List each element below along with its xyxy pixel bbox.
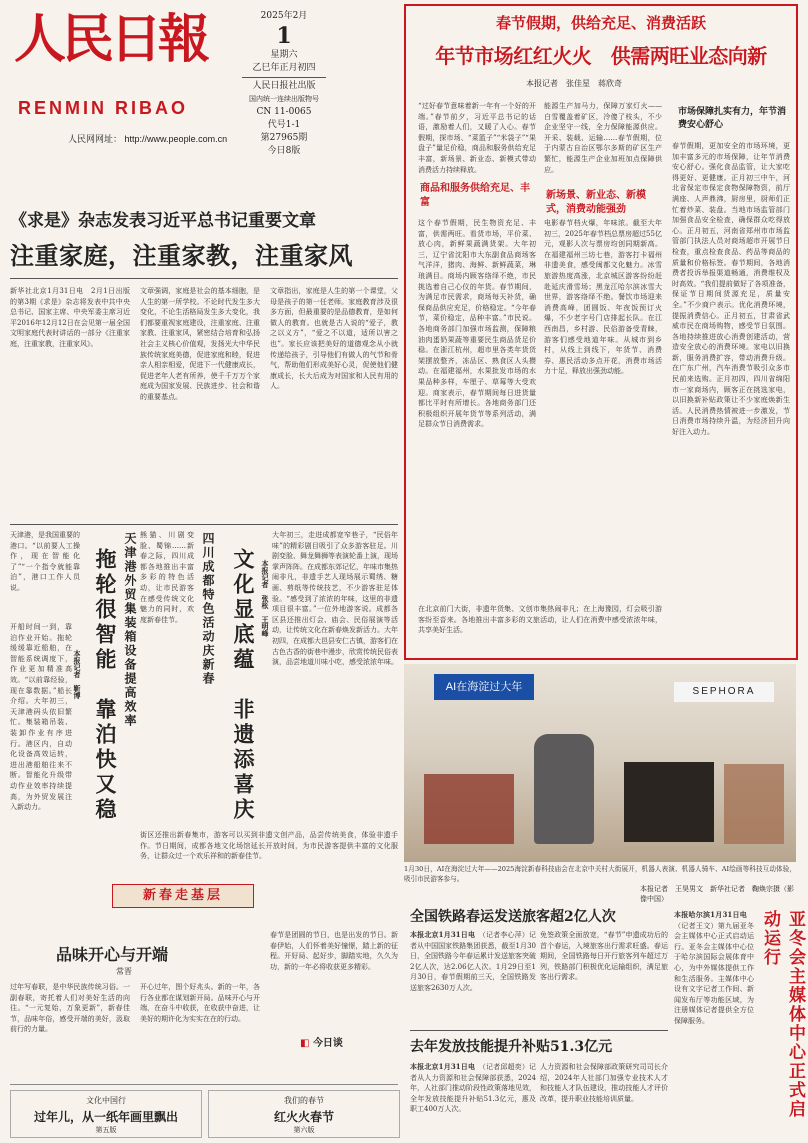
sichuan-tail: 街区还推出新春集市，游客可以买到非遗文创产品，品尝传统美食，体验非遗手作。节日期间，成都各地文化场馆延长开放时间，为市民游客提供丰富的文化服务，让群众过一个欢乐祥和的新春佳节。 xyxy=(140,831,398,861)
sichuan-byline: 本报记者 张枨 王明峰 xyxy=(261,560,270,637)
tianjin-intro: 天津港，是我国重要的港口。“以前要人工操作，现在智能化了”“一个指令就能靠泊”，港口工作人员说。 xyxy=(10,531,80,592)
qiushi-kicker: 《求是》杂志发表习近平总书记重要文章 xyxy=(10,211,316,231)
sichuan-intro: 熊猫、川剧变脸、蜀锦……新春之际，四川成都各地推出丰富多彩的特色活动，让市民游客在感受传统文化魅力的同时，欢度新春佳节。 xyxy=(140,531,194,624)
tianjin-byline: 本报记者 靳博 xyxy=(73,650,82,699)
issue-day: 1 xyxy=(276,23,292,49)
qiushi-col-3: 文章指出，家庭是人生的第一个课堂，父母是孩子的第一任老师。家庭教育涉及很多方面，但最重要的是品德教育，是如何做人的教育。也就是古人说的“爱子，教之以义方”，“爱之不以道，适所以害之也”。家长应该把美好的道德观念从小就传递给孩子，引导他们有做人的气节和骨气，帮助他们形成美好心灵，促使他们健康成长，长大后成为对国家和人民有用的人。 xyxy=(270,287,398,391)
skills-col-1: 本报北京1月31日电 （记者邱超奕）记者从人力资源和社会保障部获悉，2024年，人社部门推动阶段性政策落地见效，全年发放技能提升补贴51.3亿元，惠及职工400万人次。 xyxy=(410,1062,536,1114)
weekday: 星期六 xyxy=(270,50,298,60)
lead-para-6: 在北京前门大街，非遗年货集、文创市集热闹非凡；在上海豫园，灯会吸引游客纷至沓来。各地推出丰富多彩的文旅活动，让人们在消费中感受浓浓年味，共享美好生活。 xyxy=(418,605,662,635)
rail-col-2: 免签政策全面放宽，“春节”申遗成功后的首个春运，入境旅客出行需求旺盛。春运期间，全国铁路每日开行旅客列车超过万列，铁路部门积极优化运输组织，满足旅客出行需求。 xyxy=(540,931,668,982)
lead-subhead-3: 市场保障扎实有力，年节消费安心舒心 xyxy=(678,107,787,130)
skills-col-2: 人力资源和社会保障部政策研究司司长介绍，2024年人社部门加强专业技术人才和技能人才队伍建设，推动技能人才评价改革，提升职业技能培训质量。 xyxy=(540,1063,668,1103)
skills-headline[interactable]: 去年发放技能提升补贴51.3亿元 xyxy=(410,1039,613,1055)
pinwei-col-1: 过年写春联，是中华民族传统习俗。一副春联，寄托着人们对美好生活的向往。“一元复始，万象更新”，新春佳节，品味年俗，感受开端的美好，汲取前行的力量。 xyxy=(10,983,130,1034)
qiushi-lead: 新华社北京1月31日电 2月1日出版的第3期《求是》杂志将发表中共中央总书记、国家主席、中央军委主席习近平2016年12月12日在会见第一届全国文明家庭代表时讲话的一部分《注重家庭，注重家教，注重家风》。 xyxy=(10,287,130,348)
pinwei-col-3: 春节是团圆的节日，也是出发的节日。新春伊始，人们怀着美好憧憬，踏上新的征程。开好局、起好步，脚踏实地，久久为功，新的一年必将收获更多精彩。 xyxy=(270,931,398,971)
lead-story-box xyxy=(404,4,798,660)
website-link[interactable]: http://www.people.com.cn xyxy=(124,134,228,144)
lead-para-2: 能源生产加马力，保障万家灯火——白雪覆盖着矿区，冷傻了枝头，不少企业坚守一线，全力保障能源供应。开采、装载、运输……春节假期，位于内蒙古自治区鄂尔多斯的矿区生产繁忙，能源生产企业加班加点保障供应。 xyxy=(544,102,662,174)
sichuan-big-head[interactable]: 文化显底蕴 非遗添喜庆 xyxy=(231,548,256,823)
qiushi-headline[interactable]: 注重家庭，注重家教，注重家风 xyxy=(10,241,353,270)
cn-number: CN 11-0065 xyxy=(256,107,312,117)
date-block xyxy=(238,10,330,158)
footer-right-title: 红火火春节 xyxy=(273,1110,334,1124)
crowd-shape-right xyxy=(724,764,784,844)
qiushi-col-2: 文章强调，家庭是社会的基本细胞，是人生的第一所学校。不论时代发生多大变化，不论生活格局发生多大变化，我们都要重视家庭建设，注重家庭、注重家教、注重家风，紧密结合培育和弘扬社会主义核心价值观，发扬光大中华民族传统家庭美德，促进家庭和睦，促进亲人相亲相爱，促进下一代健康成长，促进老年人老有所养，使千千万万个家庭成为国家发展、民族进步、社会和谐的重要基点。 xyxy=(140,287,260,401)
page-count: 今日8版 xyxy=(267,146,301,156)
photo-credit: 本报记者 王昊男文 新华社记者 鞠焕宗摄（影像中国） xyxy=(640,885,794,903)
rail-col-1: 本报北京1月31日电 （记者李心萍）记者从中国国家铁路集团获悉，截至1月30日，全国铁路今年春运累计发送旅客突破2亿人次，达2.06亿人次。1月29日至1月30日，春节假期前三天，全国铁路发送旅客2630万人次。 xyxy=(410,930,536,992)
footer-right[interactable] xyxy=(208,1090,400,1138)
lead-para-5: 春节假期，更加安全的市场环境，更加丰富多元的市场保障，让年节消费安心舒心。强化食品监管，让大家吃得更好、更健康。正月初三中午，河北省保定市保定食物保障物资，前厅满座、人声鼎沸，厨房里，厨师们正忙着炒菜、装盘。当地市场监管部门加强食品安全检查，确保群众吃得放心。正月初五，河南省郑州市市场监管部门执法人员对商场超市开展节日检查，重点检查食品、药品等商品的质量和价格标签。春节期间，各地消费者投诉举报渠道畅通，消费维权及时高效。“我们提前做好了各项准备，保证节日期间货源充足，质量安全。”不少商户表示。优化消费环境，提振消费信心。正月初五，甘肃省武威市民在商场购物，感受节日氛围。各地持续推进放心消费创建活动，营造安全放心的消费环境。家电以旧换新，服务消费扩容，带动消费升级。在广东广州，汽车消费节吸引众多市民前来选购。正月初四，四川省绵阳市一家商场内，顾客正在挑选家电，以旧换新补贴政策让不少家庭焕新生活。人民消费热情被进一步激发，节日消费市场持续升温，为经济回升向好注入动力。 xyxy=(672,142,790,437)
issue-number: 第27965期 xyxy=(260,133,308,143)
lead-subhead-1: 商品和服务供给充足、丰富 xyxy=(420,183,530,208)
app-icon: ◧ xyxy=(300,1038,310,1049)
lead-para-3: 这个春节假期，民生物资充足、丰富，供需两旺。看货市场，平价菜、放心肉，新鲜果蔬满货架。大年初三，辽宁省沈阳市大东副食品商场客气洋洋，猪肉、海鲜、新鲜蔬菜，琳琅满目。商场内顾客络绎不绝，市民挑选着自己心仪的年货。春节期间，为满足市民需求，商场每天补货，确保商品供应充足，价格稳定。“今年春节，菜价稳定，品种丰富。”市民说。各地商务部门加强市场监测，保障粮油肉蛋奶果蔬等重要民生商品货足价稳。在浙江杭州，超市里各类年货货架摆放整齐，冻品区、熟食区人头攒动。在福建福州，水果批发市场的水果品种多样，车厘子、草莓等大受欢迎。商家表示，春节期间每日进货量都比平时有所增长。各地商务部门还积极组织开展年货节等系列活动，满足群众节日消费需求。 xyxy=(418,219,536,429)
masthead-url[interactable] xyxy=(68,132,227,145)
lunar-date: 乙巳年正月初四 xyxy=(252,63,316,73)
footer-right-page: 第六版 xyxy=(293,1126,315,1134)
media-center-dateline: 本报哈尔滨1月31日电 xyxy=(674,910,747,919)
rail-dateline: 本报北京1月31日电 xyxy=(410,930,476,939)
photo-caption: 1月30日，AI在海淀过大年——2025海淀新春科技庙会在北京中关村大街展开，机器人表演、机器人骑车、AI绘画等科技互动体验，吸引市民游客参与。 xyxy=(404,865,796,883)
lead-kicker: 春节假期，供给充足、消费活跃 xyxy=(495,14,706,32)
website-label: 人民网网址： xyxy=(68,134,123,144)
app-label[interactable]: ◧ 今日谈 xyxy=(300,1038,343,1049)
robot-shape xyxy=(534,734,594,844)
tianjin-body: 开船时间一到，靠泊作业开始。拖轮缓缓靠近船舶，在智能系统调度下，作业更加精准高效。“以前靠经验，现在靠数据。”船长介绍。大年初三，天津港码头依旧繁忙。集装箱吊装、装卸作业有序进行。港区内，自动化设备高效运转，进出港船舶往来不断。智能化升级带动作业效率持续提高，为外贸发展注入新动力。 xyxy=(10,623,72,812)
footer-left-title: 过年儿，从一纸年画里飘出 xyxy=(33,1110,178,1124)
footer-left-page: 第五版 xyxy=(95,1126,117,1134)
lead-byline: 本报记者 张佳星 蒋欣奇 xyxy=(526,79,622,88)
pinwei-author: 常晋 xyxy=(116,967,132,976)
issue-date: 2025年2月 xyxy=(260,11,308,21)
xinchun-banner xyxy=(112,884,254,908)
masthead-logo: 人民日報 xyxy=(14,9,207,70)
crowd-shape xyxy=(424,774,514,844)
lead-para-1: “过好春节意味着新一年有一个好的开端。”春节前夕，习近平总书记的话语，激励着人们，又暖了人心。春节假期，探市场、“菜篮子”“米袋子”“果盘子”量足价稳，商品和服务供给充足丰富，新场景、新业态、新模式带动消费活力持续释放。 xyxy=(418,102,536,174)
pinwei-col-2: 开心过年，图个好兆头。新的一年，各行各业都在谋划新开局。品味开心与开端，在奋斗中收获，在收获中奋进，让美好的期许化为实实在在的行动。 xyxy=(140,983,260,1023)
footer-left[interactable] xyxy=(10,1090,202,1138)
lead-para-4: 电影春节档火爆，年味浓。截至大年初三，2025年春节档总票房超过55亿元，观影人次与票房均创同期新高。在福建福州三坊七巷，游客打卡福州非遗美食，感受闽都文化魅力。冰雪旅游热度高涨，北京城区游客纷纷赶赴延庆滑雪场；黑龙江哈尔滨冰雪大世界，游客络绎不绝。餐饮市场迎来消费高峰，团圆饭、年夜饭预订火爆，不少老字号门店排起长队。在江西南昌，乡村游、民俗游备受青睐，游客们感受地道年味。从城市到乡村，从线上到线下，年货节、消费券、惠民活动多点开花，消费市场活力十足，释放出强劲动能。 xyxy=(544,219,662,376)
ai-banner-sign: AI在海淀过大年 xyxy=(434,674,534,700)
postal-code: 代号1-1 xyxy=(267,120,301,130)
rail-headline[interactable]: 全国铁路春运发送旅客超2亿人次 xyxy=(410,909,616,925)
lead-headline[interactable]: 年节市场红红火火 供需两旺业态向新 xyxy=(435,44,767,68)
skills-dateline: 本报北京1月31日电 xyxy=(410,1062,476,1071)
piano-shape xyxy=(624,762,714,842)
tianjin-vertical-head: 天津港外贸集装箱设备提高效率 xyxy=(123,532,137,728)
media-center-head[interactable]: 亚冬会主媒体中心正式启动运行 xyxy=(760,910,805,1119)
footer-right-section: 我们的春节 xyxy=(284,1096,324,1105)
sichuan-vertical-head: 四川成都特色活动庆新春 xyxy=(201,532,215,686)
store-sign: SEPHORA xyxy=(674,682,774,702)
sichuan-body: 大年初三，走进成都宽窄巷子，“民俗年味”的精彩剧目吸引了众多游客驻足。川剧变脸、舞龙舞狮等表演轮番上演，现场掌声阵阵。在成都东郊记忆，年味市集热闹非凡，非遗手艺人现场展示蜀绣、糖画、剪纸等传统技艺，不少游客驻足体验。“感受到了浓浓的年味，这里的非遗项目很丰富。”一位外地游客说。成都各区县还推出灯会、庙会、民俗展演等活动，让传统文化在新春焕发新活力。大年初四，在成都大邑县安仁古镇，游客们在古色古香的街巷中漫步，欣赏传统民俗表演，品尝地道川味小吃，感受浓浓年味。 xyxy=(272,531,398,667)
media-center-body: 本报哈尔滨1月31日电 （记者王文）第九届亚冬会主媒体中心正式启动运行。亚冬会主媒体中心位于哈尔滨国际会展体育中心，为中外媒体提供工作和生活服务。主媒体中心设有文字记者工作间、新闻发布厅等功能区域，为注册媒体记者提供全方位保障服务。 xyxy=(674,910,754,1025)
xinchun-banner-label: 新春走基层 xyxy=(142,888,223,903)
publisher: 人民日报社出版 xyxy=(252,81,316,91)
tianjin-big-head[interactable]: 拖轮很智能 靠泊快又稳 xyxy=(93,548,118,823)
pinwei-headline[interactable]: 品味开心与开端 xyxy=(56,945,169,964)
cn-label: 国内统一连续出版物号 xyxy=(249,95,319,103)
masthead-pinyin: RENMIN RIBAO xyxy=(18,98,188,118)
lead-subhead-2: 新场景、新业态、新模式，消费动能强劲 xyxy=(546,190,646,215)
footer-left-section: 文化中国行 xyxy=(86,1096,126,1105)
lead-photo xyxy=(404,664,796,862)
